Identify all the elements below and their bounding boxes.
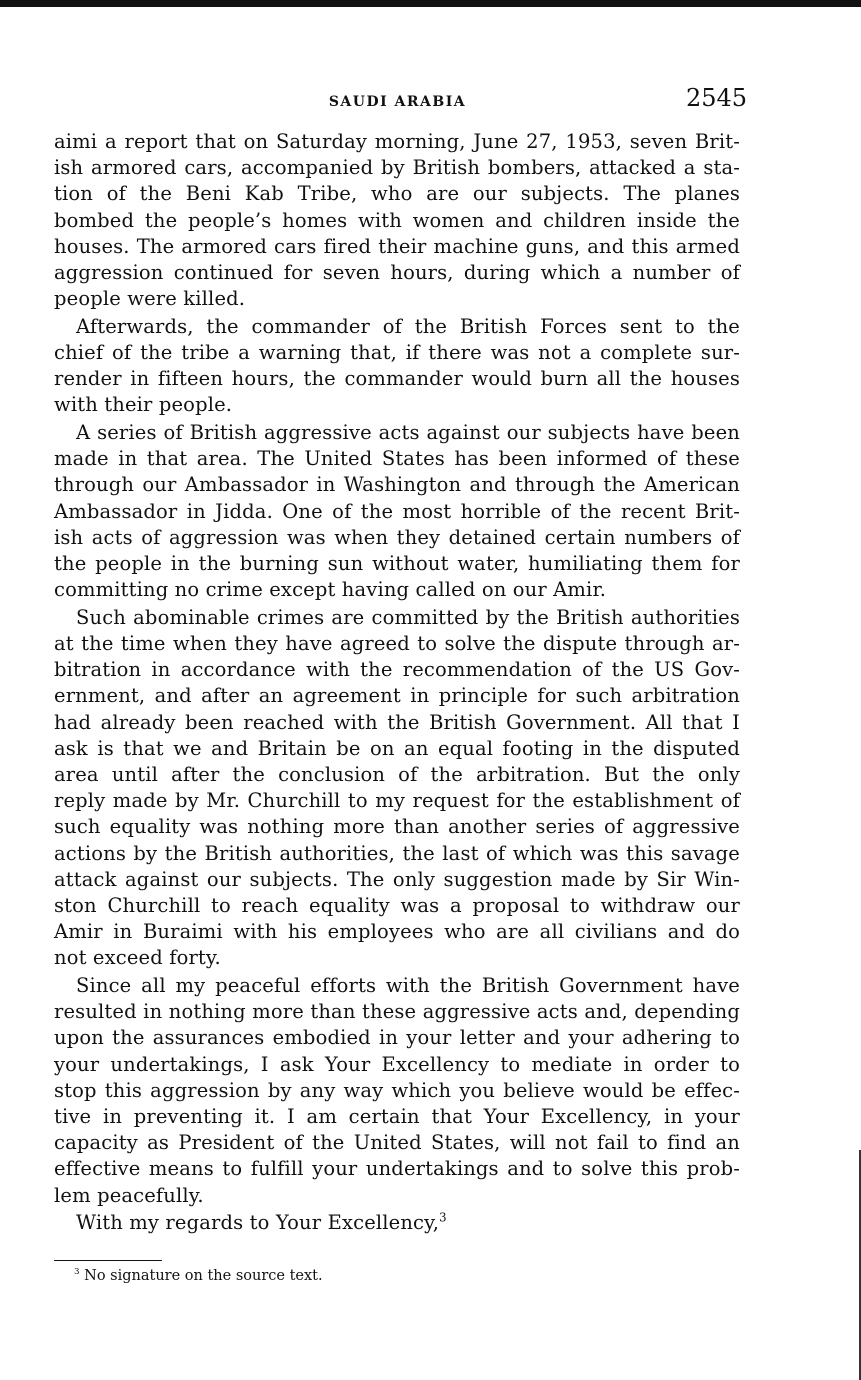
text-line: the people in the burning sun without water, humiliating them for	[54, 552, 740, 575]
text-line: Amir in Buraimi with his employees who are all civilians and do	[54, 920, 740, 944]
paragraph	[54, 973, 740, 1209]
paragraph	[54, 420, 740, 603]
text-line: lem peacefully.	[54, 1183, 204, 1207]
text-line: effective means to fulfill your undertakings and to solve this prob-	[54, 1157, 740, 1181]
footnote-reference: 3	[439, 1210, 447, 1225]
text-line: ernment, and after an agreement in principle for such arbitration	[54, 684, 740, 708]
closing-text: With my regards to Your Excellency,	[76, 1211, 440, 1235]
footnote-divider	[54, 1260, 162, 1261]
text-line: ask is that we and Britain be on an equal footing in the disputed	[54, 736, 740, 760]
body-text	[54, 129, 740, 1236]
text-line: reply made by Mr. Churchill to my request for the establishment of	[54, 789, 740, 813]
text-line: made in that area. The United States has been informed of these	[54, 447, 740, 471]
text-line: such equality was nothing more than another series of aggressive	[54, 815, 740, 839]
text-line: upon the assurances embodied in your letter and your adhering to	[54, 1026, 740, 1050]
paragraph	[54, 129, 740, 312]
text-line: with their people.	[54, 393, 233, 417]
text-line: capacity as President of the United States, will not fail to find an	[54, 1131, 740, 1155]
text-line: aggression continued for seven hours, during which a number of	[54, 260, 740, 284]
text-line: committing no crime except having called on our Amir.	[54, 578, 607, 602]
text-line: A series of British aggressive acts against our subjects have been	[76, 421, 740, 445]
text-line: actions by the British authorities, the last of which was this savage	[54, 841, 740, 865]
footnote-marker: 3	[74, 1267, 80, 1278]
footnote-text: No signature on the source text.	[84, 1268, 323, 1284]
page-top-edge	[0, 0, 861, 7]
footnote	[74, 1268, 323, 1284]
page-number: 2545	[686, 84, 748, 112]
paragraph	[54, 314, 740, 419]
text-line: Such abominable crimes are committed by the British authorities	[76, 605, 740, 629]
text-line: attack against our subjects. The only suggestion made by Sir Win-	[54, 867, 740, 891]
running-head	[0, 84, 861, 114]
text-line: area until after the conclusion of the arbitration. But the only	[54, 763, 740, 786]
text-line: not exceed forty.	[54, 946, 221, 970]
running-title: SAUDI ARABIA	[328, 94, 467, 110]
text-line: people were killed.	[54, 287, 246, 311]
text-line: ston Churchill to reach equality was a proposal to withdraw our	[54, 893, 740, 917]
text-line: Since all my peaceful efforts with the British Government have	[76, 974, 740, 997]
text-line: bombed the people’s homes with women and children inside the	[54, 208, 740, 232]
text-line: houses. The armored cars fired their machine guns, and this armed	[54, 234, 740, 258]
text-line: bitration in accordance with the recommendation of the US Gov-	[54, 658, 740, 682]
text-line: Ambassador in Jidda. One of the most horrible of the recent Brit-	[54, 499, 740, 523]
paragraph	[54, 605, 740, 972]
text-line: your undertakings, I ask Your Excellency to mediate in order to	[54, 1052, 740, 1076]
text-line: aimi a report that on Saturday morning, June 27, 1953, seven Brit-	[54, 130, 740, 153]
text-line: at the time when they have agreed to solve the dispute through ar-	[54, 632, 740, 656]
text-line: stop this aggression by any way which you believe would be effec-	[54, 1078, 740, 1102]
text-line: tive in preventing it. I am certain that Your Excellency, in your	[54, 1104, 740, 1128]
text-line: had already been reached with the British Government. All that I	[54, 710, 740, 734]
closing-paragraph	[54, 1210, 740, 1236]
text-line: Afterwards, the commander of the British Forces sent to the	[76, 314, 740, 338]
text-line: chief of the tribe a warning that, if there was not a complete sur-	[54, 341, 740, 364]
text-line: through our Ambassador in Washington and through the American	[54, 473, 740, 497]
text-line: ish acts of aggression was when they detained certain numbers of	[54, 525, 740, 549]
text-line: render in fifteen hours, the commander would burn all the houses	[54, 367, 740, 391]
text-line: tion of the Beni Kab Tribe, who are our subjects. The planes	[54, 182, 740, 206]
text-line: resulted in nothing more than these aggressive acts and, depending	[54, 1000, 740, 1024]
text-line: ish armored cars, accompanied by British bombers, attacked a sta-	[54, 156, 740, 180]
closing-line	[54, 1210, 740, 1236]
